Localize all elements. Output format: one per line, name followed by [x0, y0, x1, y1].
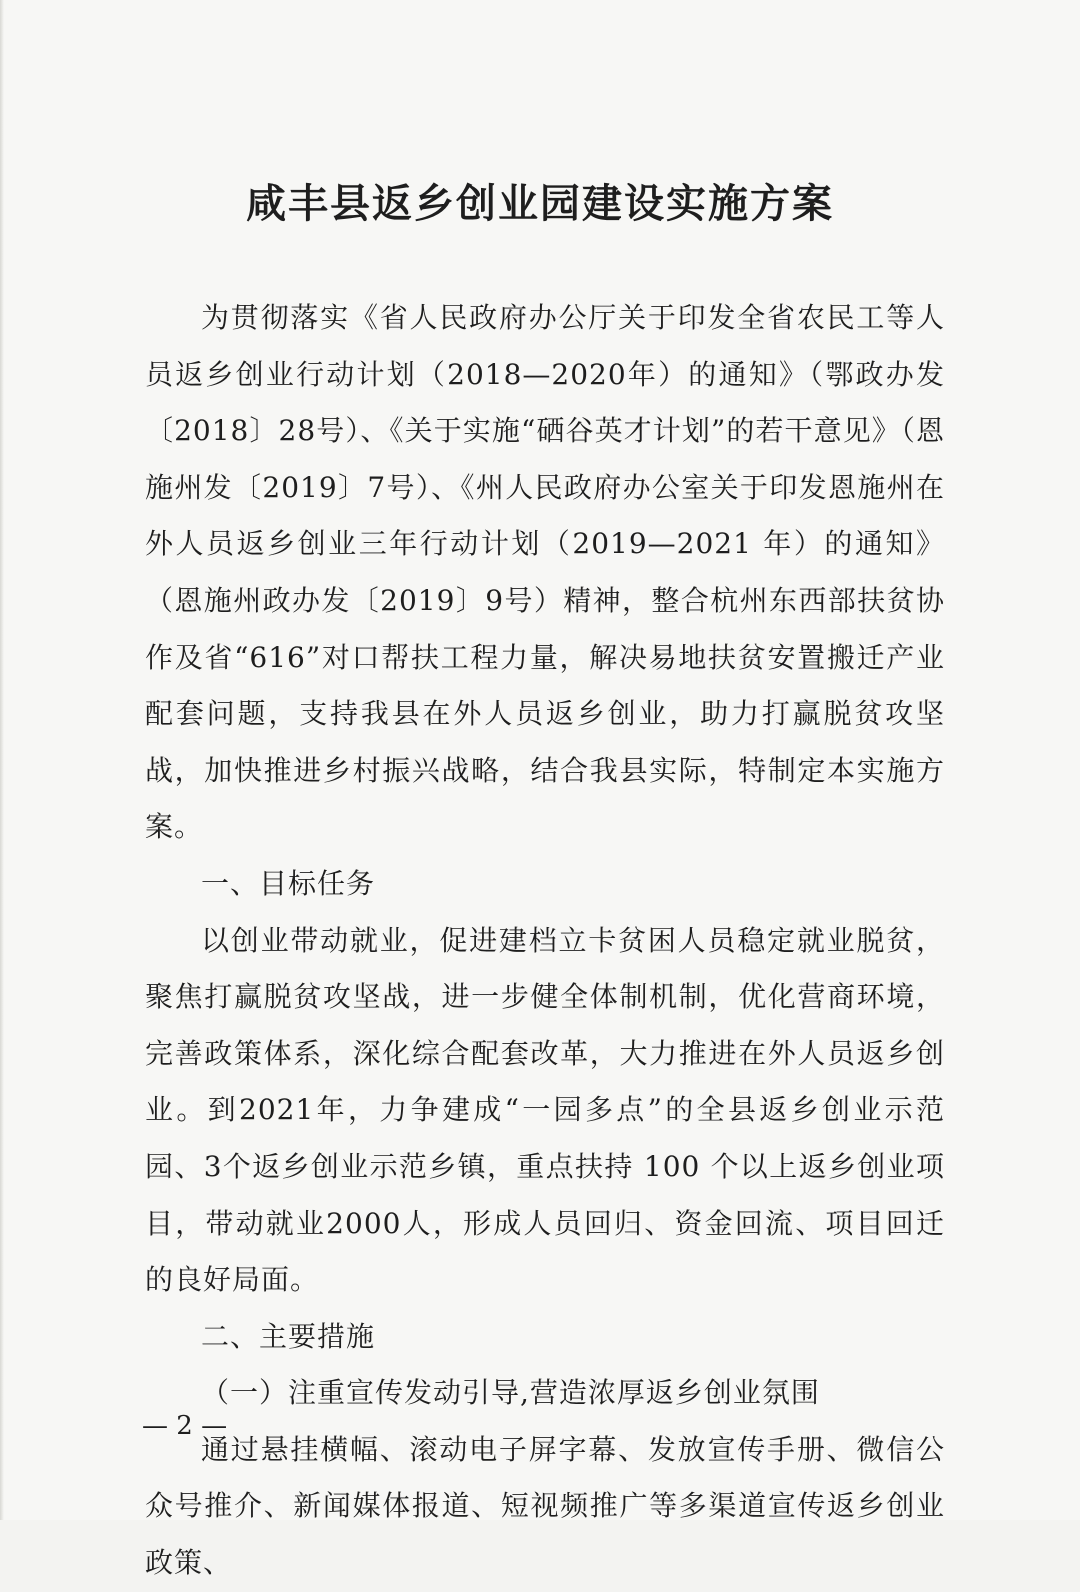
subheading-publicity: （一）注重宣传发动引导,营造浓厚返乡创业氛围	[201, 1376, 820, 1410]
paragraph-publicity: 通过悬挂横幅、滚动电子屏字幕、发放宣传手册、微信公众号推介、新闻媒体报道、短视频推广等多渠道宣传返乡创业政策、	[145, 1432, 945, 1580]
paragraph-goals: 以创业带动就业，促进建档立卡贫困人员稳定就业脱贫，聚焦打赢脱贫攻坚战，进一步健全体制机制，优化营商环境，完善政策体系，深化综合配套改革，大力推进在外人员返乡创业。到2021年，力争建成“一园多点”的全县返乡创业示范园、3个返乡创业示范乡镇，重点扶持 100 个以上返乡创业项目，带动就业2000人，形成人员回归、资金回流、项目回迁的良好局面。	[145, 923, 945, 1297]
document-title: 咸丰县返乡创业园建设实施方案	[246, 180, 834, 227]
heading-goals: 一、目标任务	[201, 866, 376, 900]
document-body	[145, 290, 945, 1592]
page-number: — 2 —	[142, 1411, 228, 1441]
paragraph-intro: 为贯彻落实《省人民政府办公厅关于印发全省农民工等人员返乡创业行动计划（2018—2020年）的通知》（鄂政办发〔2018〕28号）、《关于实施“硒谷英才计划”的若干意见》（恩施州发〔2019〕7号）、《州人民政府办公室关于印发恩施州在外人员返乡创业三年行动计划（2019—2021 年）的通知》（恩施州政办发〔2019〕9号）精神，整合杭州东西部扶贫协作及省“616”对口帮扶工程力量，解决易地扶贫安置搬迁产业配套问题，支持我县在外人员返乡创业，助力打赢脱贫攻坚战，加快推进乡村振兴战略，结合我县实际，特制定本实施方案。	[145, 301, 945, 844]
heading-measures: 二、主要措施	[201, 1319, 376, 1353]
